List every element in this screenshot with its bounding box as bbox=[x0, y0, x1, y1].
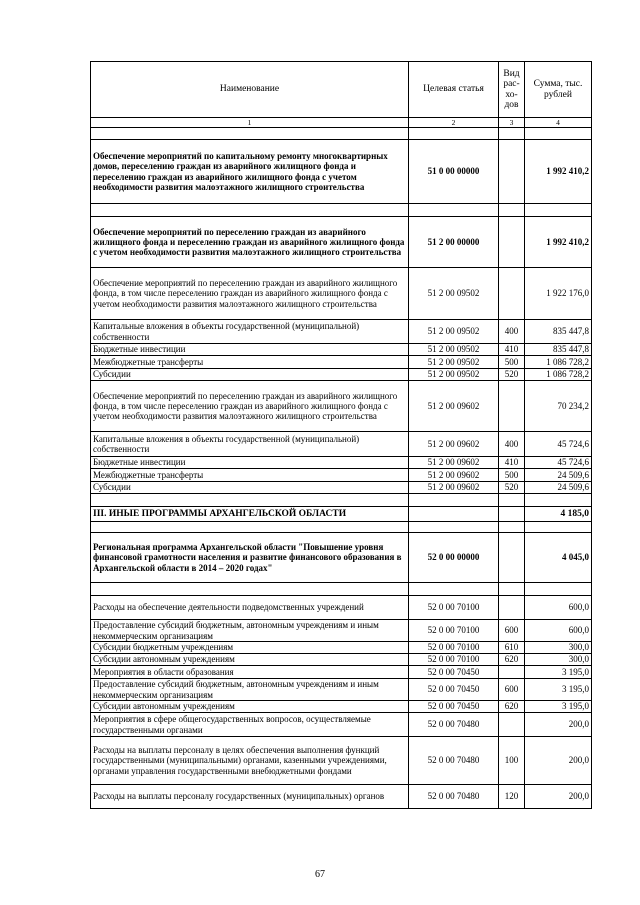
row-sum-cell: 1 992 410,2 bbox=[525, 217, 592, 268]
table-row bbox=[91, 344, 592, 356]
row-name-cell: Субсидии автономным учреждениям bbox=[91, 654, 409, 666]
row-kind-cell bbox=[499, 666, 525, 679]
table-row bbox=[91, 701, 592, 713]
row-code-cell: 51 2 00 09602 bbox=[409, 432, 499, 457]
row-name-cell: Субсидии автономным учреждениям bbox=[91, 701, 409, 713]
row-code-cell: 51 2 00 09502 bbox=[409, 320, 499, 344]
header-name: Наименование bbox=[91, 62, 409, 118]
table-row bbox=[91, 432, 592, 457]
row-name-cell: Предоставление субсидий бюджетным, автономным учреждениям и иным некоммерческим организациям bbox=[91, 679, 409, 701]
table-row bbox=[91, 381, 592, 432]
row-code-cell bbox=[409, 494, 499, 507]
row-name-cell bbox=[91, 583, 409, 596]
row-sum-cell: 3 195,0 bbox=[525, 679, 592, 701]
row-sum-cell: 1 992 410,2 bbox=[525, 140, 592, 204]
row-kind-cell bbox=[499, 533, 525, 583]
table-row bbox=[91, 713, 592, 737]
page-number: 67 bbox=[315, 869, 325, 880]
table-row bbox=[91, 620, 592, 642]
row-code-cell: 51 2 00 09502 bbox=[409, 356, 499, 369]
row-name-cell: Субсидии bbox=[91, 369, 409, 381]
row-kind-cell bbox=[499, 128, 525, 140]
table-row bbox=[91, 533, 592, 583]
table-row bbox=[91, 522, 592, 533]
row-name-cell: Субсидии bbox=[91, 482, 409, 494]
row-sum-cell: 24 509,6 bbox=[525, 469, 592, 482]
row-name-cell: Обеспечение мероприятий по капитальному ремонту многоквартирных домов, переселению граждан из аварийного жилищного фонда и переселению граждан из аварийного жилищного фонда с учетом необходимости развития малоэтажного жилищного строительства bbox=[91, 140, 409, 204]
row-name-cell bbox=[91, 494, 409, 507]
row-kind-cell: 500 bbox=[499, 469, 525, 482]
table-row bbox=[91, 140, 592, 204]
row-code-cell bbox=[409, 522, 499, 533]
budget-table bbox=[90, 61, 592, 809]
row-name-cell: Расходы на выплаты персоналу государственных (муниципальных) органов bbox=[91, 785, 409, 809]
row-kind-cell: 500 bbox=[499, 356, 525, 369]
column-number: 3 bbox=[499, 118, 525, 128]
row-kind-cell bbox=[499, 507, 525, 522]
row-sum-cell bbox=[525, 128, 592, 140]
row-kind-cell: 520 bbox=[499, 482, 525, 494]
row-sum-cell bbox=[525, 522, 592, 533]
row-name-cell: Предоставление субсидий бюджетным, автономным учреждениям и иным некоммерческим организациям bbox=[91, 620, 409, 642]
row-name-cell bbox=[91, 204, 409, 217]
table-row bbox=[91, 596, 592, 620]
table-row bbox=[91, 469, 592, 482]
table-row bbox=[91, 356, 592, 369]
row-kind-cell: 400 bbox=[499, 432, 525, 457]
row-kind-cell bbox=[499, 140, 525, 204]
table-row bbox=[91, 369, 592, 381]
row-kind-cell: 520 bbox=[499, 369, 525, 381]
row-sum-cell: 24 509,6 bbox=[525, 482, 592, 494]
column-numbers-row bbox=[91, 118, 592, 128]
row-sum-cell bbox=[525, 494, 592, 507]
row-code-cell: 51 2 00 09502 bbox=[409, 369, 499, 381]
row-kind-cell: 400 bbox=[499, 320, 525, 344]
row-name-cell: Бюджетные инвестиции bbox=[91, 344, 409, 356]
table-row bbox=[91, 642, 592, 654]
table-row bbox=[91, 482, 592, 494]
table-row bbox=[91, 217, 592, 268]
row-kind-cell bbox=[499, 583, 525, 596]
row-code-cell: 52 0 00 70100 bbox=[409, 620, 499, 642]
row-code-cell: 51 2 00 09502 bbox=[409, 268, 499, 320]
header-kind: Вид рас-хо-дов bbox=[499, 62, 525, 118]
row-code-cell: 51 2 00 09602 bbox=[409, 457, 499, 469]
row-code-cell bbox=[409, 128, 499, 140]
row-kind-cell bbox=[499, 217, 525, 268]
row-sum-cell: 1 922 176,0 bbox=[525, 268, 592, 320]
row-kind-cell bbox=[499, 204, 525, 217]
row-code-cell bbox=[409, 204, 499, 217]
table-row bbox=[91, 785, 592, 809]
row-kind-cell bbox=[499, 522, 525, 533]
row-name-cell: Бюджетные инвестиции bbox=[91, 457, 409, 469]
row-code-cell: 52 0 00 70100 bbox=[409, 654, 499, 666]
row-name-cell: Межбюджетные трансферты bbox=[91, 356, 409, 369]
row-code-cell: 51 2 00 00000 bbox=[409, 217, 499, 268]
row-code-cell: 51 2 00 09602 bbox=[409, 469, 499, 482]
row-sum-cell: 4 185,0 bbox=[525, 507, 592, 522]
row-sum-cell: 3 195,0 bbox=[525, 701, 592, 713]
row-kind-cell bbox=[499, 268, 525, 320]
column-number: 2 bbox=[409, 118, 499, 128]
row-code-cell: 51 2 00 09502 bbox=[409, 344, 499, 356]
row-name-cell: III. ИНЫЕ ПРОГРАММЫ АРХАНГЕЛЬСКОЙ ОБЛАСТИ bbox=[91, 507, 409, 522]
row-sum-cell: 835 447,8 bbox=[525, 320, 592, 344]
row-code-cell: 52 0 00 70450 bbox=[409, 666, 499, 679]
table-row bbox=[91, 507, 592, 522]
row-name-cell bbox=[91, 522, 409, 533]
row-name-cell: Мероприятия в области образования bbox=[91, 666, 409, 679]
row-kind-cell bbox=[499, 494, 525, 507]
row-kind-cell: 120 bbox=[499, 785, 525, 809]
row-sum-cell: 1 086 728,2 bbox=[525, 369, 592, 381]
table-row bbox=[91, 666, 592, 679]
row-name-cell: Капитальные вложения в объекты государственной (муниципальной) собственности bbox=[91, 320, 409, 344]
table-row bbox=[91, 583, 592, 596]
row-name-cell: Обеспечение мероприятий по переселению граждан из аварийного жилищного фонда, в том числе переселению граждан из аварийного жилищного фонда с учетом необходимости развития малоэтажного жилищного строительства bbox=[91, 268, 409, 320]
table-header-row bbox=[91, 62, 592, 118]
row-sum-cell: 45 724,6 bbox=[525, 432, 592, 457]
row-sum-cell bbox=[525, 204, 592, 217]
row-kind-cell bbox=[499, 381, 525, 432]
row-sum-cell: 3 195,0 bbox=[525, 666, 592, 679]
row-name-cell: Обеспечение мероприятий по переселению граждан из аварийного жилищного фонда и переселению граждан из аварийного жилищного фонда с учетом необходимости развития малоэтажного жилищного строительства bbox=[91, 217, 409, 268]
row-sum-cell: 200,0 bbox=[525, 737, 592, 785]
row-name-cell bbox=[91, 128, 409, 140]
row-sum-cell: 835 447,8 bbox=[525, 344, 592, 356]
header-sum: Сумма, тыс. рублей bbox=[525, 62, 592, 118]
row-code-cell: 52 0 00 70480 bbox=[409, 785, 499, 809]
row-code-cell: 51 0 00 00000 bbox=[409, 140, 499, 204]
row-code-cell: 52 0 00 00000 bbox=[409, 533, 499, 583]
row-kind-cell bbox=[499, 713, 525, 737]
row-sum-cell: 45 724,6 bbox=[525, 457, 592, 469]
table-row bbox=[91, 494, 592, 507]
row-kind-cell: 610 bbox=[499, 642, 525, 654]
row-code-cell bbox=[409, 507, 499, 522]
row-name-cell: Региональная программа Архангельской области "Повышение уровня финансовой грамотности населения и развитие финансового образования в Архангельской области в 2014 – 2020 годах" bbox=[91, 533, 409, 583]
row-sum-cell: 600,0 bbox=[525, 620, 592, 642]
row-name-cell: Межбюджетные трансферты bbox=[91, 469, 409, 482]
table-row bbox=[91, 128, 592, 140]
row-kind-cell bbox=[499, 596, 525, 620]
row-kind-cell: 600 bbox=[499, 620, 525, 642]
table-row bbox=[91, 679, 592, 701]
row-sum-cell bbox=[525, 583, 592, 596]
row-kind-cell: 620 bbox=[499, 701, 525, 713]
row-name-cell: Мероприятия в сфере общегосударственных вопросов, осуществляемые государственными органами bbox=[91, 713, 409, 737]
row-code-cell: 51 2 00 09602 bbox=[409, 482, 499, 494]
row-name-cell: Капитальные вложения в объекты государственной (муниципальной) собственности bbox=[91, 432, 409, 457]
row-code-cell: 52 0 00 70480 bbox=[409, 737, 499, 785]
row-code-cell: 52 0 00 70100 bbox=[409, 596, 499, 620]
row-code-cell: 52 0 00 70450 bbox=[409, 679, 499, 701]
row-sum-cell: 1 086 728,2 bbox=[525, 356, 592, 369]
row-code-cell bbox=[409, 583, 499, 596]
row-name-cell: Расходы на обеспечение деятельности подведомственных учреждений bbox=[91, 596, 409, 620]
row-code-cell: 52 0 00 70100 bbox=[409, 642, 499, 654]
column-number: 1 bbox=[91, 118, 409, 128]
row-code-cell: 52 0 00 70480 bbox=[409, 713, 499, 737]
row-kind-cell: 410 bbox=[499, 457, 525, 469]
row-kind-cell: 100 bbox=[499, 737, 525, 785]
table-row bbox=[91, 737, 592, 785]
row-sum-cell: 4 045,0 bbox=[525, 533, 592, 583]
row-sum-cell: 300,0 bbox=[525, 654, 592, 666]
row-name-cell: Обеспечение мероприятий по переселению граждан из аварийного жилищного фонда, в том числе переселению граждан из аварийного жилищного фонда с учетом необходимости развития малоэтажного жилищного строительства bbox=[91, 381, 409, 432]
row-name-cell: Расходы на выплаты персоналу в целях обеспечения выполнения функций государственными (муниципальными) органами, казенными учреждениями, органами управления государственными внебюджетными фондами bbox=[91, 737, 409, 785]
row-sum-cell: 200,0 bbox=[525, 713, 592, 737]
table-row bbox=[91, 204, 592, 217]
row-kind-cell: 620 bbox=[499, 654, 525, 666]
row-sum-cell: 600,0 bbox=[525, 596, 592, 620]
table-row bbox=[91, 654, 592, 666]
table-row bbox=[91, 457, 592, 469]
row-name-cell: Субсидии бюджетным учреждениям bbox=[91, 642, 409, 654]
header-target: Целевая статья bbox=[409, 62, 499, 118]
row-sum-cell: 200,0 bbox=[525, 785, 592, 809]
row-sum-cell: 300,0 bbox=[525, 642, 592, 654]
row-code-cell: 51 2 00 09602 bbox=[409, 381, 499, 432]
row-code-cell: 52 0 00 70450 bbox=[409, 701, 499, 713]
row-kind-cell: 410 bbox=[499, 344, 525, 356]
row-sum-cell: 70 234,2 bbox=[525, 381, 592, 432]
row-kind-cell: 600 bbox=[499, 679, 525, 701]
column-number: 4 bbox=[525, 118, 592, 128]
table-row bbox=[91, 320, 592, 344]
table-row bbox=[91, 268, 592, 320]
